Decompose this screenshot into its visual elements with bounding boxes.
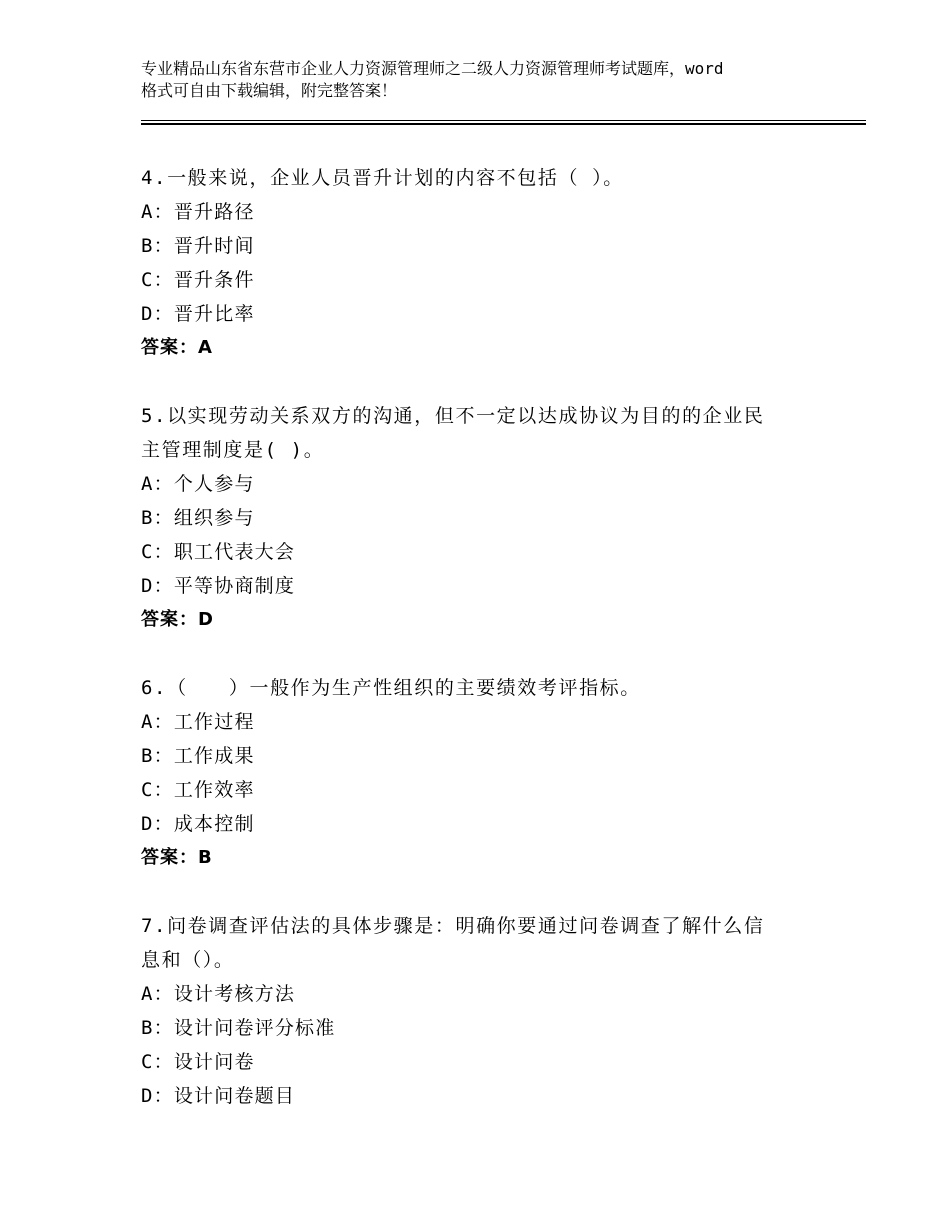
document-header bbox=[141, 58, 841, 102]
header-line-1: 专业精品山东省东营市企业人力资源管理师之二级人力资源管理师考试题库，word bbox=[141, 59, 724, 78]
header-divider-thick bbox=[141, 123, 866, 125]
option-d: D：晋升比率 bbox=[141, 303, 255, 325]
answer-label: 答案：B bbox=[141, 847, 213, 868]
option-b: B：组织参与 bbox=[141, 507, 255, 529]
question-6 bbox=[141, 671, 801, 875]
question-4 bbox=[141, 161, 801, 365]
question-stem-line-1: 5.以实现劳动关系双方的沟通，但不一定以达成协议为目的的企业民 bbox=[141, 405, 765, 427]
option-b: B：设计问卷评分标准 bbox=[141, 1017, 336, 1039]
option-d: D：平等协商制度 bbox=[141, 575, 296, 597]
option-c: C：设计问卷 bbox=[141, 1051, 255, 1073]
question-stem: 4.一般来说，企业人员晋升计划的内容不包括（ ）。 bbox=[141, 167, 624, 189]
option-c: C：晋升条件 bbox=[141, 269, 255, 291]
answer-label: 答案：D bbox=[141, 609, 214, 630]
question-stem-line-2: 主管理制度是( )。 bbox=[141, 439, 325, 461]
option-a: A：设计考核方法 bbox=[141, 983, 296, 1005]
option-a: A：个人参与 bbox=[141, 473, 255, 495]
option-d: D：成本控制 bbox=[141, 813, 255, 835]
option-a: A：工作过程 bbox=[141, 711, 255, 733]
header-line-2: 格式可自由下载编辑，附完整答案！ bbox=[141, 81, 398, 100]
option-b: B：工作成果 bbox=[141, 745, 255, 767]
option-d: D：设计问卷题目 bbox=[141, 1085, 296, 1107]
question-stem-line-2: 息和（）。 bbox=[141, 949, 235, 971]
question-5 bbox=[141, 399, 801, 637]
question-stem-line-1: 7.问卷调查评估法的具体步骤是：明确你要通过问卷调查了解什么信 bbox=[141, 915, 765, 937]
question-stem: 6.（ ）一般作为生产性组织的主要绩效考评指标。 bbox=[141, 677, 641, 699]
question-list bbox=[141, 161, 801, 1147]
option-c: C：职工代表大会 bbox=[141, 541, 296, 563]
question-7 bbox=[141, 909, 801, 1113]
option-c: C：工作效率 bbox=[141, 779, 255, 801]
header-divider-thin bbox=[141, 120, 866, 121]
option-a: A：晋升路径 bbox=[141, 201, 255, 223]
answer-label: 答案：A bbox=[141, 337, 213, 358]
option-b: B：晋升时间 bbox=[141, 235, 255, 257]
